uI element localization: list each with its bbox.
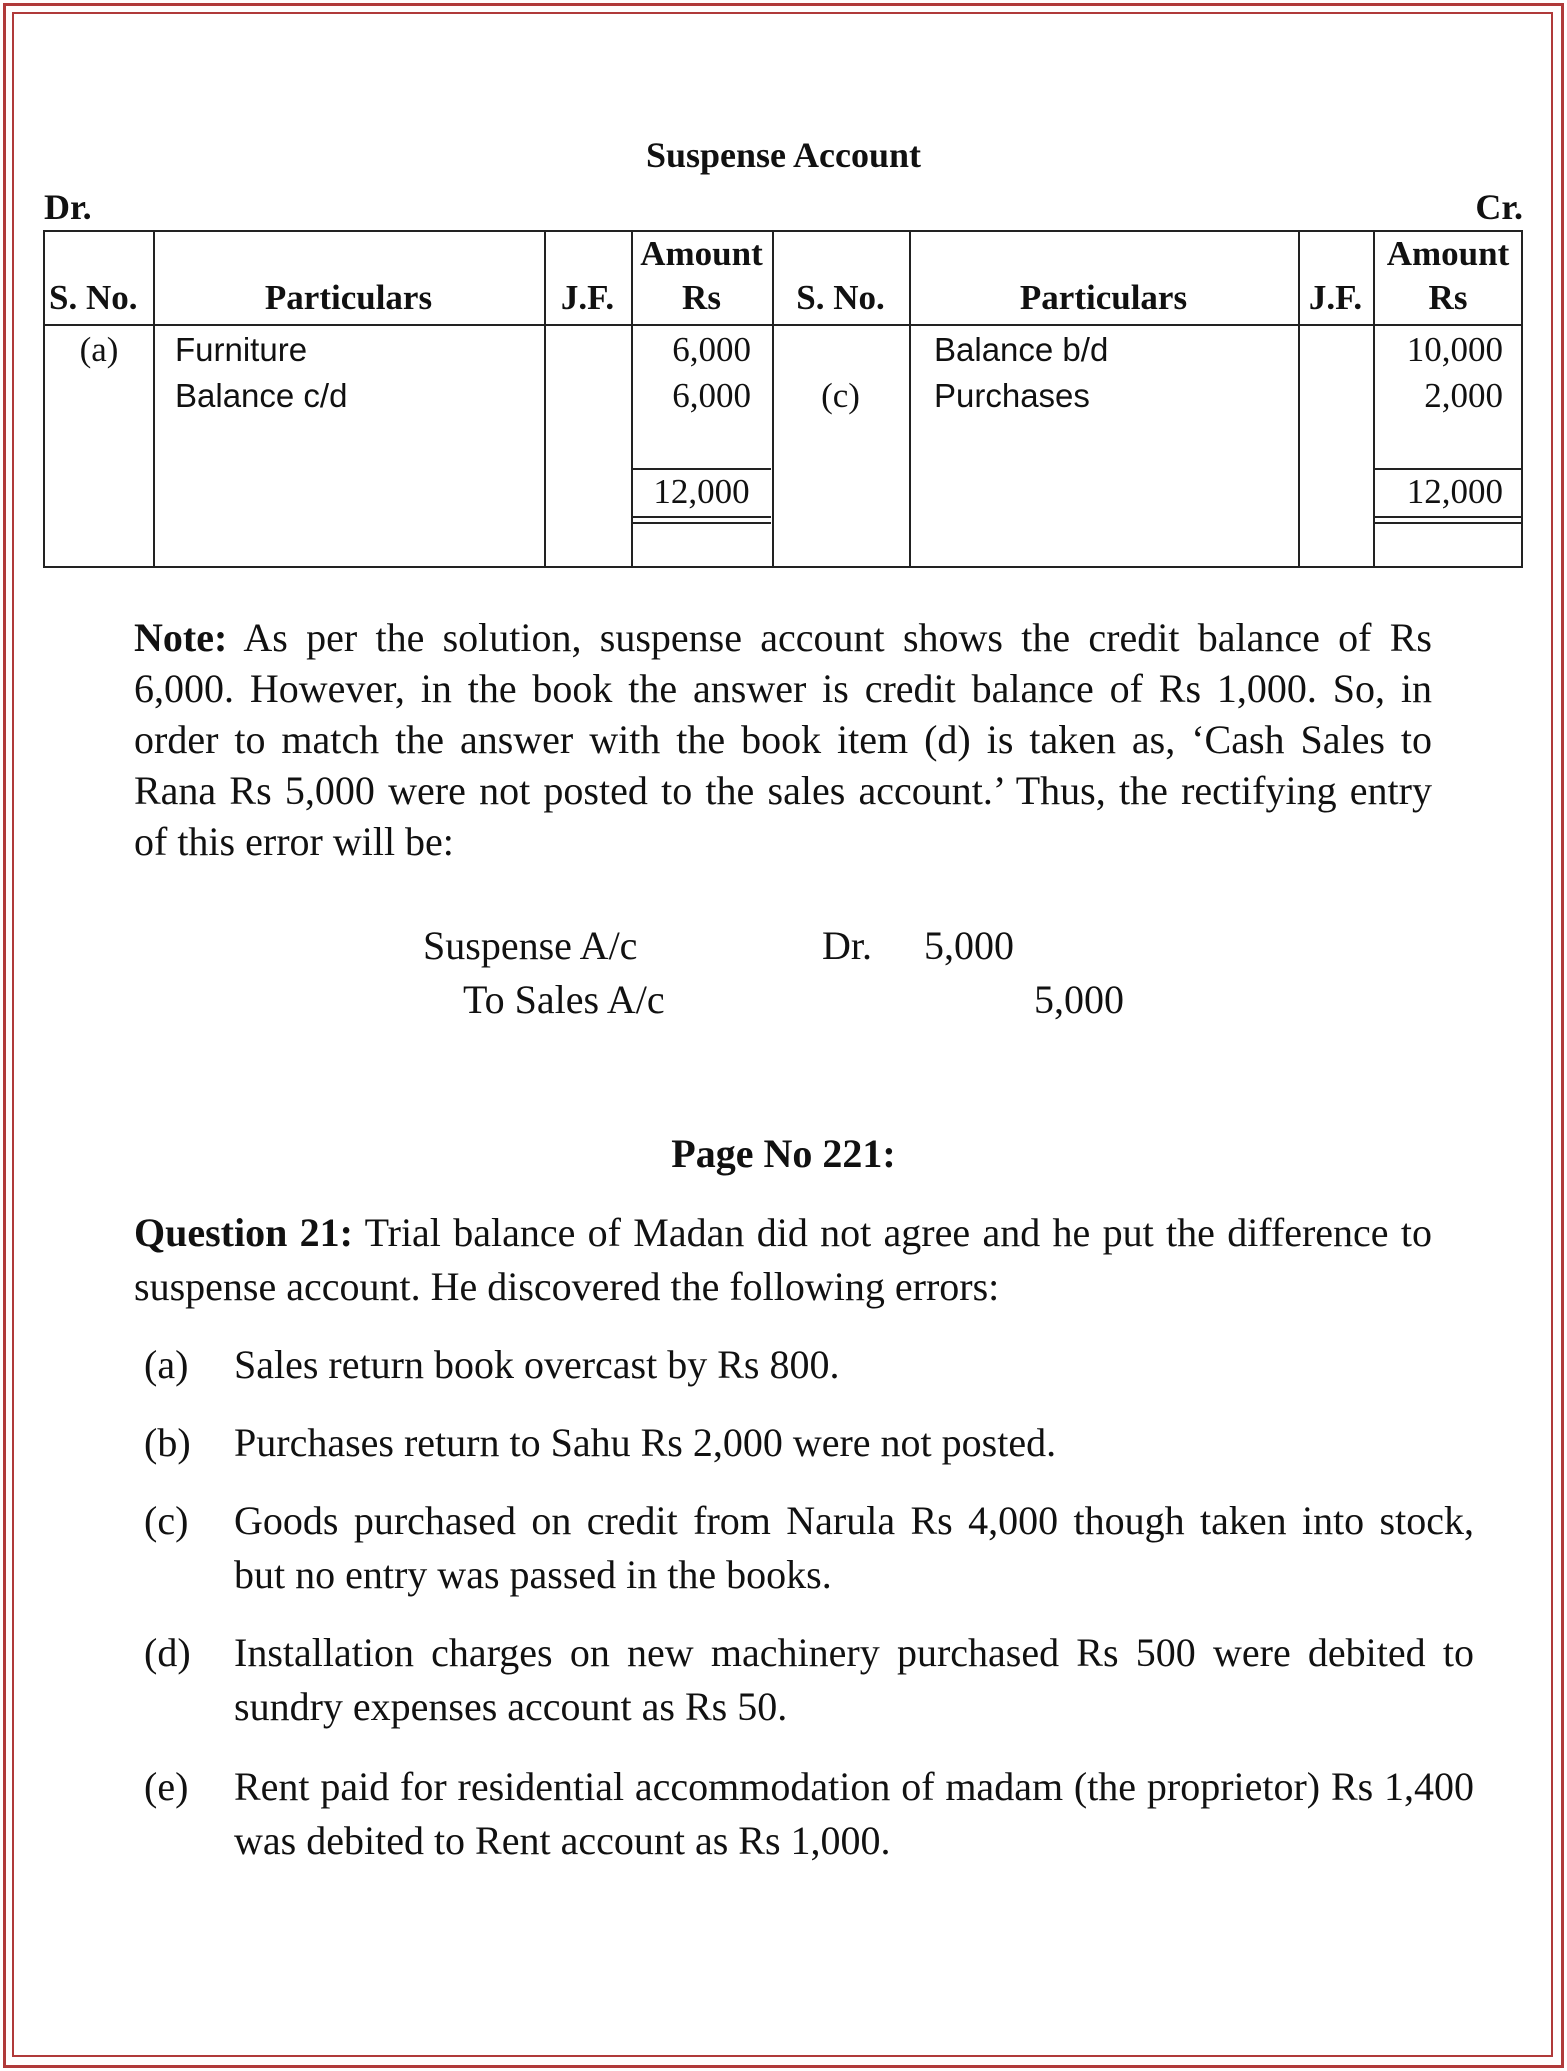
credit-total-rule	[1375, 522, 1523, 524]
error-item-text: Goods purchased on credit from Narula Rs 4,000 though taken into stock, but no entry was passed in the books.	[234, 1498, 1474, 1597]
header-particulars-debit: Particulars	[264, 278, 433, 317]
journal-credit-account: To Sales A/c	[463, 977, 665, 1022]
debit-row-amount: 6,000	[672, 330, 751, 369]
debit-row-particulars: Furniture	[175, 331, 308, 368]
note-paragraph	[134, 612, 1432, 867]
debit-side-label: Dr.	[44, 187, 92, 227]
question-label: Question 21:	[134, 1210, 353, 1255]
header-sno-credit: S. No.	[796, 278, 885, 317]
journal-dr-marker: Dr.	[822, 923, 872, 968]
header-currency-debit: Rs	[682, 278, 721, 317]
credit-side-label: Cr.	[1475, 187, 1523, 227]
credit-row-particulars: Purchases	[934, 377, 1090, 414]
question-paragraph	[134, 1206, 1432, 1314]
credit-row-amount: 10,000	[1406, 330, 1503, 369]
credit-total: 12,000	[1406, 472, 1503, 511]
error-item-label: (b)	[144, 1420, 191, 1465]
debit-row-particulars: Balance c/d	[175, 377, 348, 414]
header-amount-credit: Amount	[1386, 234, 1510, 273]
credit-row-amount: 2,000	[1424, 376, 1503, 415]
header-amount-debit: Amount	[640, 234, 763, 273]
header-sno-debit: S. No.	[49, 278, 138, 317]
account-title: Suspense Account	[645, 135, 922, 175]
journal-credit-amount: 5,000	[1034, 977, 1124, 1022]
header-divider	[45, 324, 1521, 326]
note-label: Note:	[134, 615, 228, 660]
error-item-label: (c)	[144, 1498, 189, 1543]
debit-row-sno: (a)	[79, 330, 119, 369]
debit-total: 12,000	[653, 472, 750, 511]
debit-total-rule	[633, 522, 771, 524]
credit-row-sno: (c)	[821, 376, 860, 415]
header-jf-debit: J.F.	[560, 278, 615, 317]
note-text: As per the solution, suspense account shows the credit balance of Rs 6,000. However, in the book the answer is credit balance of Rs 1,000. So, in order to match the answer with the book item (d) is taken as, ‘Cash Sales to Rana Rs 5,000 were not posted to the sales account.’ Thus, the rectifying entry of this error will be:	[134, 615, 1432, 864]
error-item-text: Sales return book overcast by Rs 800.	[234, 1342, 840, 1387]
header-currency-credit: Rs	[1428, 278, 1468, 317]
error-item-label: (a)	[144, 1342, 189, 1387]
question-text: Trial balance of Madan did not agree and he put the difference to suspense account. He discovered the following errors:	[134, 1210, 1432, 1309]
error-item-label: (d)	[144, 1630, 191, 1675]
suspense-account-ledger	[43, 230, 1523, 568]
error-item-text: Purchases return to Sahu Rs 2,000 were not posted.	[234, 1420, 1057, 1465]
debit-row-amount: 6,000	[672, 376, 751, 415]
error-item-text: Rent paid for residential accommodation of madam (the proprietor) Rs 1,400 was debited to Rent account as Rs 1,000.	[234, 1764, 1474, 1863]
page-number-heading: Page No 221:	[671, 1131, 896, 1176]
debit-total-rule	[633, 516, 771, 518]
header-jf-credit: J.F.	[1308, 278, 1363, 317]
error-item-text: Installation charges on new machinery purchased Rs 500 were debited to sundry expenses account as Rs 50.	[234, 1630, 1474, 1729]
header-particulars-credit: Particulars	[1019, 278, 1188, 317]
credit-total-rule	[1375, 516, 1523, 518]
journal-debit-account: Suspense A/c	[423, 923, 638, 968]
credit-row-particulars: Balance b/d	[934, 331, 1109, 368]
error-item-label: (e)	[144, 1764, 189, 1809]
journal-debit-amount: 5,000	[924, 923, 1014, 968]
